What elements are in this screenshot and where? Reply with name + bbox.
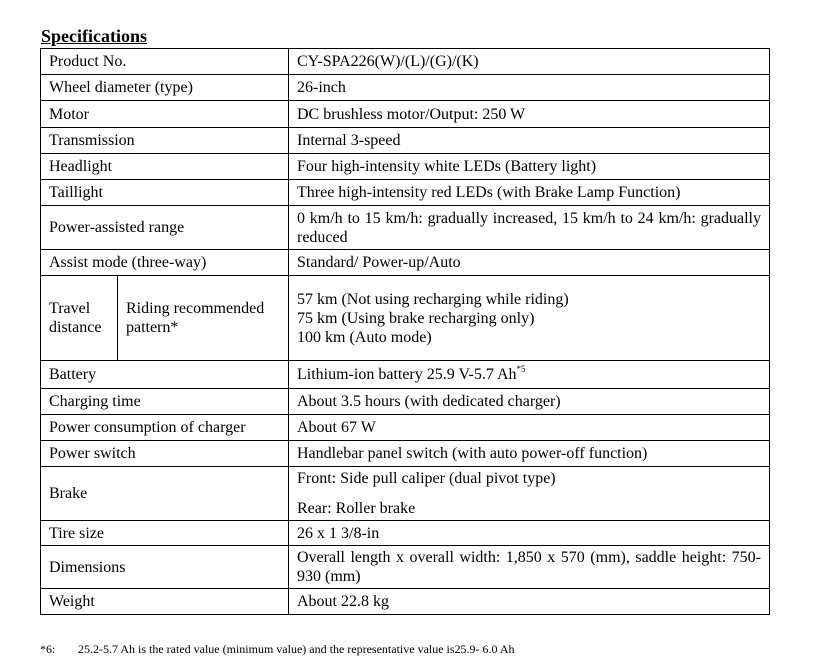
footnote-reference: *5 xyxy=(516,364,526,374)
spec-value: About 3.5 hours (with dedicated charger) xyxy=(289,389,770,415)
spec-value xyxy=(289,467,770,521)
spec-label: Assist mode (three-way) xyxy=(41,250,289,276)
spec-value: Internal 3-speed xyxy=(289,128,770,154)
travel-distance-value: 100 km (Auto mode) xyxy=(297,328,432,346)
table-row xyxy=(41,589,770,615)
page-title: Specifications xyxy=(41,26,147,46)
spec-value: 26 x 1 3/8-in xyxy=(289,521,770,546)
table-row xyxy=(41,441,770,467)
table-row xyxy=(41,75,770,101)
table-row xyxy=(41,206,770,250)
spec-value: 26-inch xyxy=(289,75,770,101)
table-row xyxy=(41,128,770,154)
spec-label: Brake xyxy=(41,467,289,521)
table-row xyxy=(41,415,770,441)
table-row xyxy=(41,521,770,546)
brake-rear-value: Rear: Roller brake xyxy=(297,500,416,517)
spec-label: Travel distance xyxy=(41,276,118,361)
spec-sub-label: Riding recommended pattern* xyxy=(118,276,289,361)
footnote-text: 25.2-5.7 Ah is the rated value (minimum value) and the representative value is25.9- 6.0 Ah xyxy=(78,642,515,656)
spec-value: DC brushless motor/Output: 250 W xyxy=(289,101,770,128)
table-row xyxy=(41,101,770,128)
spec-label: Dimensions xyxy=(41,546,289,589)
spec-label: Power consumption of charger xyxy=(41,415,289,441)
travel-distance-value: 75 km (Using brake recharging only) xyxy=(297,309,535,327)
table-row xyxy=(41,361,770,389)
spec-label: Battery xyxy=(41,361,289,389)
table-row xyxy=(41,546,770,589)
spec-value: Handlebar panel switch (with auto power-off function) xyxy=(289,441,770,467)
spec-value xyxy=(289,361,770,389)
table-row xyxy=(41,49,770,75)
spec-value xyxy=(289,276,770,361)
spec-label: Product No. xyxy=(41,49,289,75)
spec-label: Wheel diameter (type) xyxy=(41,75,289,101)
spec-label: Motor xyxy=(41,101,289,128)
spec-label: Charging time xyxy=(41,389,289,415)
spec-value: CY-SPA226(W)/(L)/(G)/(K) xyxy=(289,49,770,75)
brake-front-value: Front: Side pull caliper (dual pivot type) xyxy=(297,470,556,487)
footnote xyxy=(40,642,515,656)
table-row xyxy=(41,180,770,206)
spec-value: Overall length x overall width: 1,850 x 570 (mm), saddle height: 750-930 (mm) xyxy=(289,546,770,589)
specifications-table xyxy=(40,48,770,615)
spec-label: Weight xyxy=(41,589,289,615)
spec-label: Power switch xyxy=(41,441,289,467)
table-row xyxy=(41,154,770,180)
table-row xyxy=(41,276,770,361)
spec-label: Taillight xyxy=(41,180,289,206)
travel-distance-value: 57 km (Not using recharging while riding) xyxy=(297,290,569,308)
spec-value: Four high-intensity white LEDs (Battery light) xyxy=(289,154,770,180)
spec-value: Three high-intensity red LEDs (with Brake Lamp Function) xyxy=(289,180,770,206)
spec-value: About 22.8 kg xyxy=(289,589,770,615)
battery-value: Lithium-ion battery 25.9 V-5.7 Ah xyxy=(297,366,517,383)
spec-label: Tire size xyxy=(41,521,289,546)
table-row xyxy=(41,467,770,521)
spec-value: 0 km/h to 15 km/h: gradually increased, 15 km/h to 24 km/h: gradually reduced xyxy=(289,206,770,250)
table-row xyxy=(41,250,770,276)
spec-label: Power-assisted range xyxy=(41,206,289,250)
spec-value: About 67 W xyxy=(289,415,770,441)
table-row xyxy=(41,389,770,415)
spec-value: Standard/ Power-up/Auto xyxy=(289,250,770,276)
spec-label: Headlight xyxy=(41,154,289,180)
spec-label: Transmission xyxy=(41,128,289,154)
footnote-mark: *6: xyxy=(40,642,56,656)
